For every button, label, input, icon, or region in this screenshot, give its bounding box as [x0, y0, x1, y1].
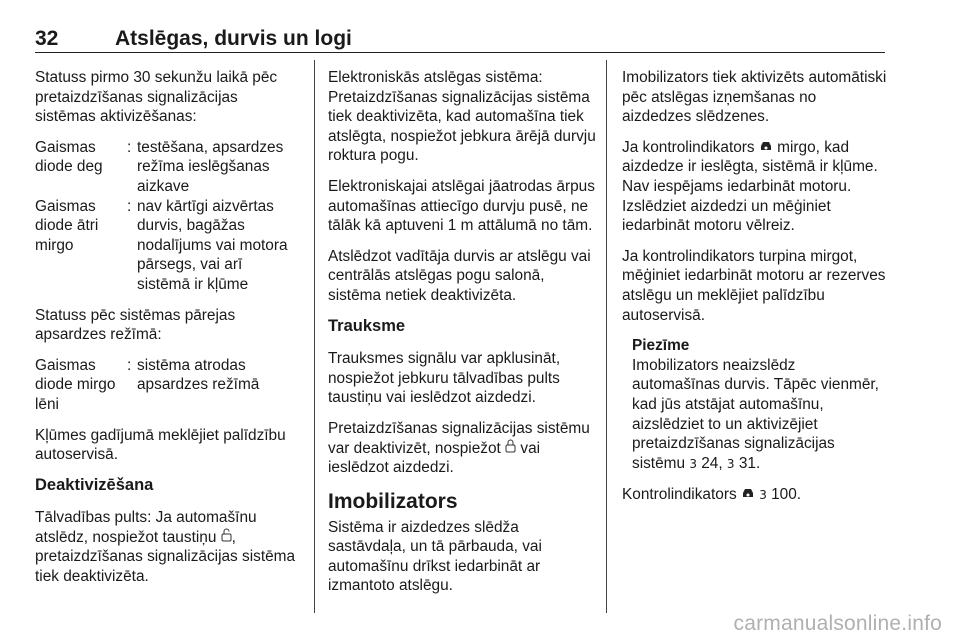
page-reference[interactable]: 24, [701, 454, 723, 472]
definition-desc: testēšana, apsardzes režīma ieslēgšanas aizkave [137, 138, 284, 195]
text-run: Tālvadības pults: Ja automašīnu atslēdz, nospiežot taustiņu [35, 509, 257, 546]
paragraph [35, 508, 297, 586]
paragraph: Sistēma ir aizdedzes slēdža sastāvdaļa, un tā pārbauda, vai automašīnu drīkst iedarbināt ar izmantoto atslēgu. [328, 518, 542, 595]
definition-term: Gaismas diode ātri mirgo [35, 197, 99, 254]
watermark: carmanualsonline.info [733, 612, 942, 635]
text-run: vai ieslēdzot aizdedzi. [328, 439, 541, 477]
definition-colon: : [127, 356, 132, 374]
paragraph: Imobilizators tiek aktivizēts automātiski pēc atslēgas izņemšanas no aizdedzes slēdzenes. [622, 69, 887, 126]
column-2 [328, 68, 598, 607]
car-key-icon [741, 485, 755, 505]
page-reference[interactable]: 31. [738, 454, 761, 472]
definition-row [35, 138, 297, 197]
note-text [632, 356, 887, 475]
definition-desc: sistēma atrodas apsardzes režīmā [137, 356, 260, 394]
unlock-icon [221, 528, 232, 548]
section-heading: Trauksme [328, 316, 406, 335]
xref-triangle-icon: 3 [759, 488, 767, 503]
text-run: mirgo, kad aizdedze ir ieslēgta, sistēmā ir kļūme. Nav iespējams iedarbināt motoru. Izslēdziet aizdedzi un mēģiniet iedarbināt motoru vēlreiz. [622, 138, 878, 235]
page-header [35, 28, 885, 53]
paragraph [622, 485, 887, 506]
note-box [632, 336, 887, 474]
page-reference[interactable]: 100. [771, 486, 802, 504]
definition-row [35, 356, 297, 415]
paragraph [328, 419, 598, 478]
text-run: Pretaizdzīšanas signalizācijas sistēmu var deaktivizēt, nospiežot [328, 419, 590, 457]
column-divider [606, 60, 607, 613]
chapter-title: Atslēgas, durvis un logi [115, 27, 352, 50]
text-run: , pretaizdzīšanas signalizācijas sistēma tiek deaktivizēta. [35, 528, 296, 586]
paragraph [622, 138, 887, 236]
definition-term: Gaismas diode mirgo lēni [35, 356, 116, 413]
xref-triangle-icon: 3 [726, 456, 735, 471]
definition-colon: : [127, 197, 132, 215]
paragraph: Elektroniskajai atslēgai jāatrodas ārpus automašīnas attiecīgo durvju pusē, ne tālāk kā aptuveni 1 m attālumā no tām. [328, 177, 595, 235]
section-heading: Deaktivizēšana [35, 475, 154, 494]
definition-term: Gaismas diode deg [35, 138, 103, 176]
column-3 [622, 68, 887, 517]
lock-icon [505, 439, 516, 459]
text-run: Imobilizators neaizslēdz automašīnas durvis. Tāpēc vienmēr, kad jūs atstājat automašīnu, aizslēdziet to un aktivizējiet pretaizdzīšanas signalizācijas sistēmu [632, 356, 879, 472]
paragraph: Kļūmes gadījumā meklējiet palīdzību autoservisā. [35, 426, 286, 464]
note-title: Piezīme [632, 337, 690, 355]
section-heading-large: Imobilizators [328, 489, 458, 513]
text-run: Ja kontrolindikators [622, 138, 755, 156]
definition-row [35, 197, 297, 295]
column-1 [35, 68, 297, 598]
definition-colon: : [127, 138, 132, 156]
definition-desc: nav kārtīgi aizvērtas durvis, bagāžas nodalījums vai motora pārsegs, vai arī sistēmā ir kļūme [137, 197, 288, 293]
paragraph: Elektroniskās atslēgas sistēma: Pretaizdzīšanas signalizācijas sistēma tiek deaktivizēta, kad automašīna tiek atslēgta, nospiežot jebkura ārējā durvju roktura pogu. [328, 69, 596, 165]
page-number: 32 [35, 27, 59, 50]
column-divider [314, 60, 315, 613]
paragraph: Atslēdzot vadītāja durvis ar atslēgu vai centrālās atslēgas pogu salonā, sistēma netiek deaktivizēta. [328, 247, 591, 304]
paragraph: Statuss pēc sistēmas pārejas apsardzes režīmā: [35, 306, 236, 344]
paragraph: Statuss pirmo 30 sekunžu laikā pēc pretaizdzīšanas signalizācijas sistēmas aktivizēšanas: [35, 69, 278, 126]
xref-triangle-icon: 3 [689, 456, 697, 471]
car-key-icon [759, 138, 773, 158]
paragraph: Ja kontrolindikators turpina mirgot, mēģiniet iedarbināt motoru ar rezerves atslēgu un meklējiet palīdzību autoservisā. [622, 247, 886, 324]
paragraph: Trauksmes signālu var apklusināt, nospiežot jebkuru tālvadības pults taustiņu vai ieslēdzot aizdedzi. [328, 350, 561, 407]
text-run: Kontrolindikators [622, 486, 737, 504]
